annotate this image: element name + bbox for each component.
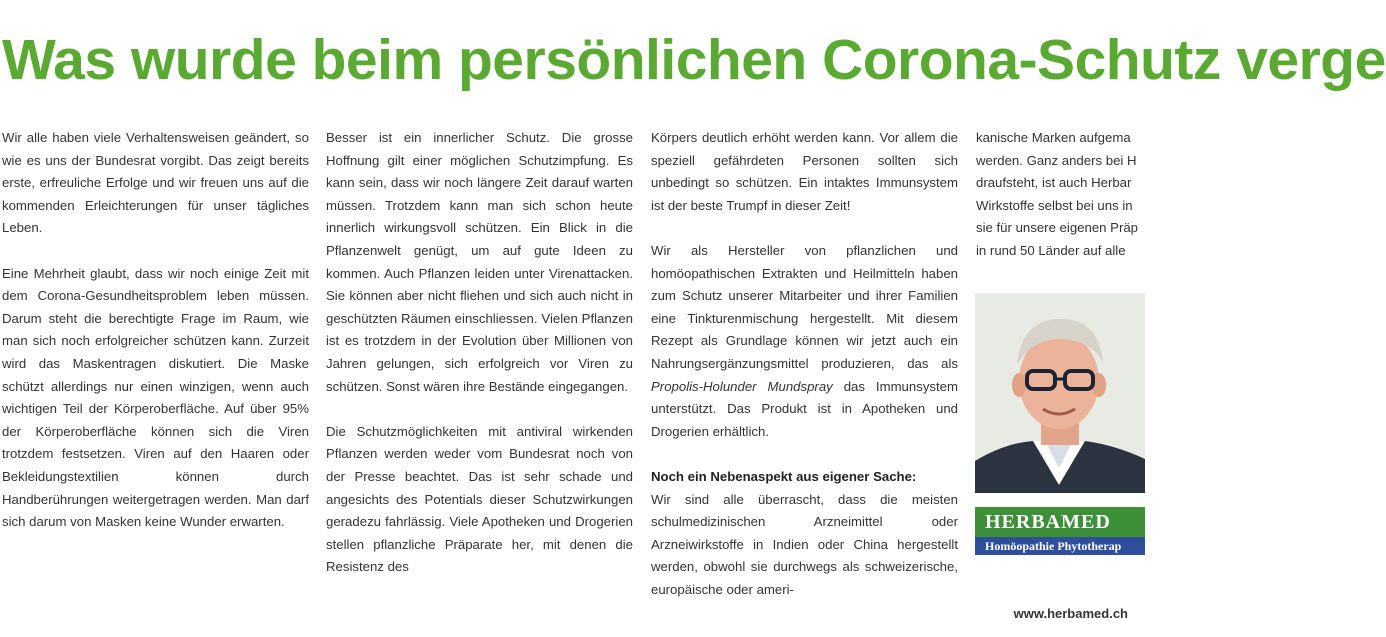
article-column-2: [326, 127, 633, 601]
herbamed-logo: HERBAMED: [975, 507, 1145, 537]
text-line: kanische Marken aufgema: [976, 130, 1131, 145]
paragraph: Wir alle haben viele Verhaltensweisen geändert, so wie es uns der Bundesrat vorgibt. Das zeigt bereits erste, erfreuliche Erfolge und wir freuen uns auf die kommenden Erleichterungen für unser tägliches Leben.: [2, 130, 309, 236]
paragraph-text: das Immunsystem unterstützt. Das Produkt ist in Apotheken und Drogerien erhältlich.: [651, 378, 958, 439]
paragraph: Die Schutzmöglichkeiten mit antiviral wirkenden Pflanzen werden weder vom Bundesrat noch von der Presse beachtet. Das ist sehr schade und angesichts des Potentials dieser Schutzwirkungen geradezu fahrlässig. Viele Apotheken und Drogerien stellen pflanzliche Präparate her, mit denen die Resistenz des: [326, 423, 633, 575]
paragraph: Körpers deutlich erhöht werden kann. Vor allem die speziell gefährdeten Personen sollten sich unbedingt so schützen. Ein intaktes Immunsystem ist der beste Trumpf in dieser Zeit!: [651, 130, 958, 213]
text-line: werden. Ganz anders bei H: [976, 152, 1137, 168]
text-line: sie für unsere eigenen Präp: [976, 220, 1139, 236]
subheading: Noch ein Nebenaspekt aus eigener Sache:: [651, 468, 917, 484]
product-name: Propolis-Holunder Mundspray: [651, 378, 833, 394]
article-column-3: [651, 127, 958, 624]
paragraph: Wir sind alle überrascht, dass die meisten schulmedizinischen Arzneimittel oder Arzneiwirkstoffe in Indien oder China hergestellt werden, obwohl sie durchwegs als schweizerische, europäische oder ameri-: [651, 491, 958, 597]
paragraph: Eine Mehrheit glaubt, dass wir noch einige Zeit mit dem Corona-Gesundheitsproblem leben müssen. Darum steht die berechtigte Frage im Raum, wie man sich noch erfolgreicher schützen kann. Zurzeit wird das Maskentragen diskutiert. Die Maske schützt allerdings nur einen winzigen, wenn auch wichtigen Teil der Körperoberfläche. Auf über 95% der Körperoberfläche können sich die Viren trotzdem festsetzen. Viren auf den Haaren oder Bekleidungstextilien können durch Handberührungen weitergetragen werden. Man darf sich darum von Masken keine Wunder erwarten.: [2, 265, 309, 530]
text-line: draufsteht, ist auch Herbar: [976, 175, 1132, 191]
article-column-1: [2, 127, 309, 556]
text-line: Wirkstoffe selbst bei uns in: [976, 197, 1133, 213]
headline: Was wurde beim persönlichen Corona-Schutz verge: [2, 28, 1386, 92]
herbamed-tagline: Homöopathie Phytotherap: [975, 537, 1145, 555]
paragraph: Besser ist ein innerlicher Schutz. Die grosse Hoffnung gilt einer möglichen Schutzimpfung. Es kann sein, dass wir noch längere Zeit darauf warten müssen. Trotzdem kann man sich schon heute innerlich wirkungsvoll schützen. Ein Blick in die Pflanzenwelt genügt, um auf gute Ideen zu kommen. Auch Pflanzen leiden unter Virenattacken. Sie können aber nicht fliehen und sich auch nicht in geschützten Räumen einschliessen. Vielen Pflanzen ist es trotzdem in der Evolution über Millionen von Jahren gelungen, sich erfolgreich vor Viren zu schützen. Sonst wären ihre Bestände eingegangen.: [326, 130, 633, 394]
website-url[interactable]: www.herbamed.ch: [1013, 606, 1128, 621]
article-column-4: [976, 127, 1176, 263]
portrait-illustration: [975, 293, 1145, 493]
text-line: in rund 50 Länder auf alle: [976, 242, 1126, 258]
paragraph-text: Wir als Hersteller von pflanzlichen und homöopathischen Extrakten und Heilmitteln haben zum Schutz unserer Mitarbeiter und ihrer Familien eine Tinkturenmischung hergestellt. Mit diesem Rezept als Grundlage können wir jetzt auch ein Nahrungsergänzungsmittel produzieren, das als: [651, 242, 958, 371]
paragraph: [651, 240, 958, 443]
author-portrait: [975, 293, 1145, 493]
